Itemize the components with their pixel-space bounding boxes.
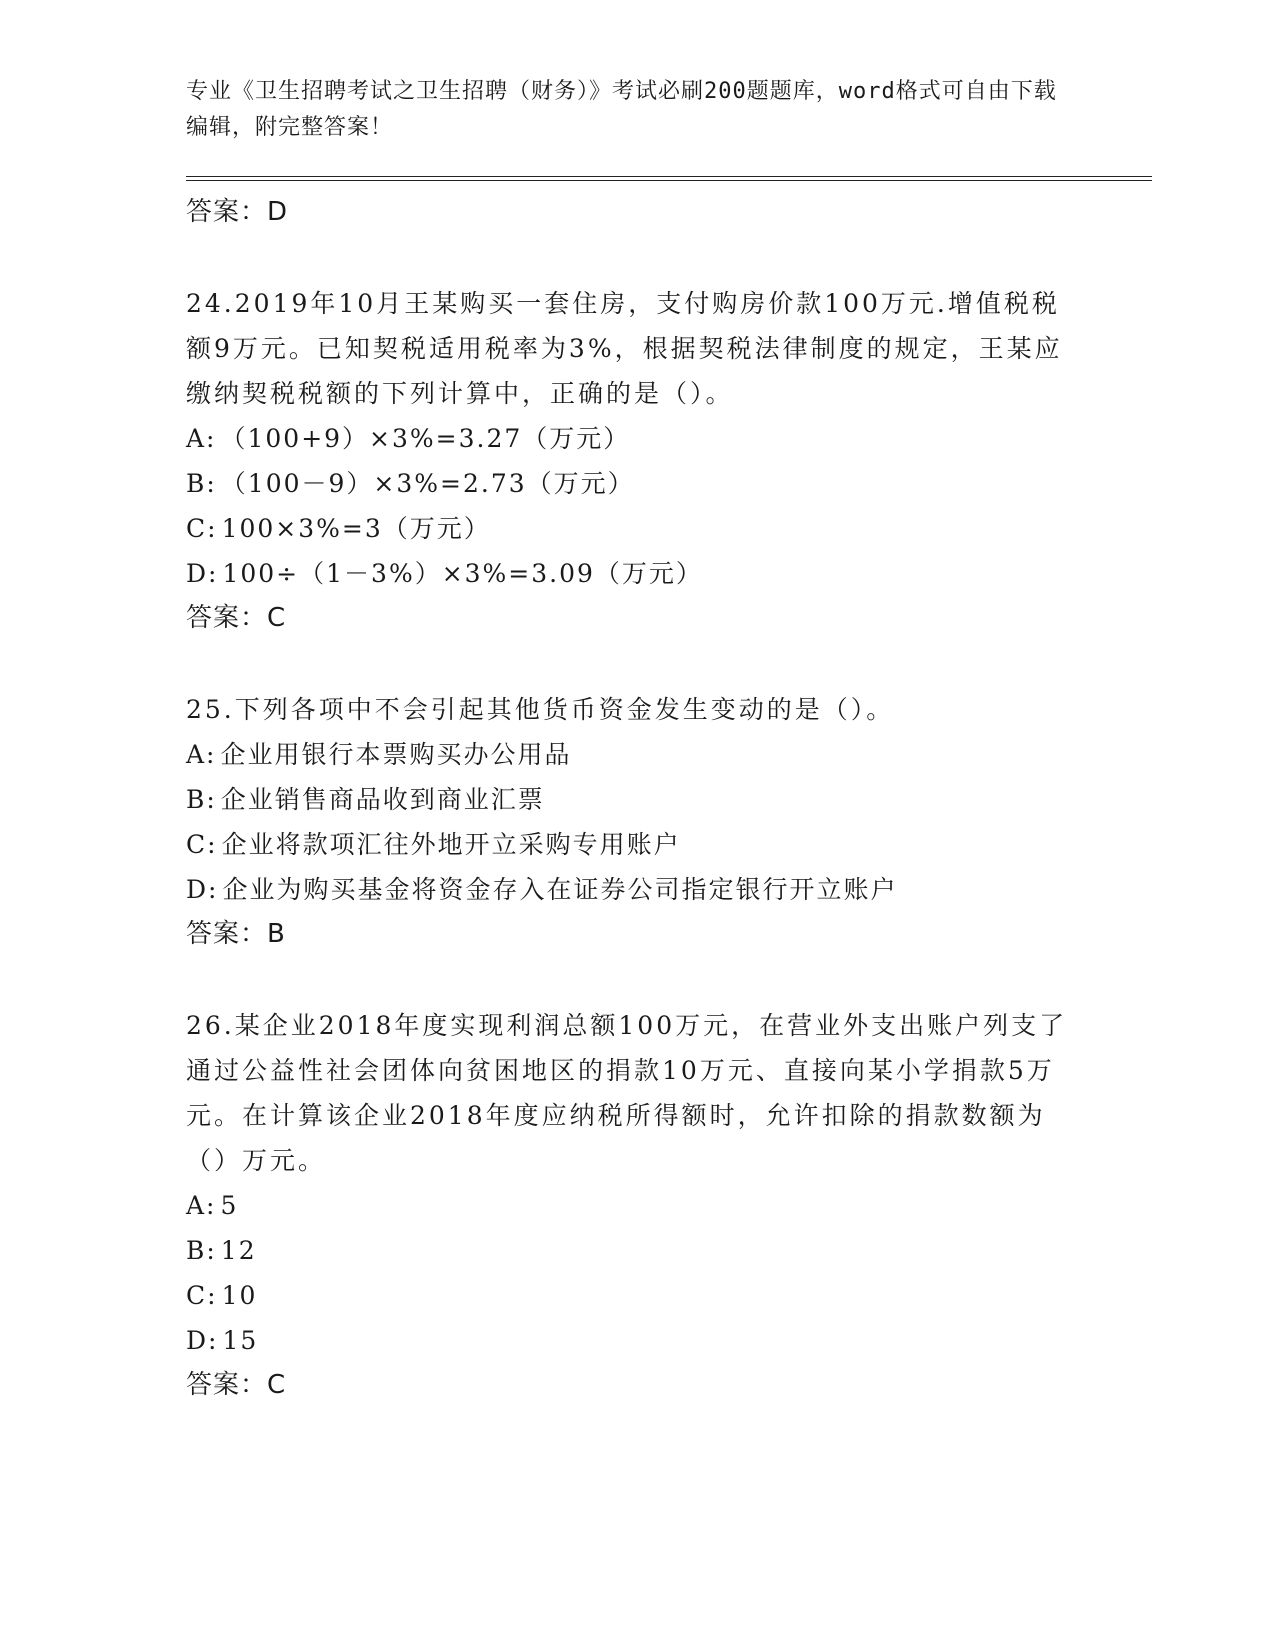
option-a bbox=[186, 416, 1086, 461]
question-block-24 bbox=[186, 281, 1086, 641]
option-text: 10 bbox=[221, 1281, 258, 1310]
answer-line: 答案：B bbox=[186, 919, 286, 949]
option-text: 企业用银行本票购买办公用品 bbox=[220, 740, 572, 769]
option-key: C: bbox=[186, 514, 218, 543]
option-c bbox=[186, 1273, 1086, 1318]
option-text: 企业将款项汇往外地开立采购专用账户 bbox=[221, 830, 681, 859]
option-key: D: bbox=[186, 875, 219, 904]
option-key: B: bbox=[186, 469, 217, 498]
option-a bbox=[186, 732, 1086, 777]
answer-line: 答案：C bbox=[186, 603, 287, 633]
option-key: C: bbox=[186, 1281, 218, 1310]
option-text: 100×3%=3（万元） bbox=[221, 514, 491, 543]
option-key: D: bbox=[186, 559, 219, 588]
question-text: 24.2019年10月王某购买一套住房，支付购房价款100万元.增值税税额9万元。已知契税适用税率为3%，根据契税法律制度的规定，王某应缴纳契税税额的下列计算中，正确的是（）。 bbox=[186, 289, 1063, 408]
option-b bbox=[186, 461, 1086, 506]
option-key: B: bbox=[186, 1236, 217, 1265]
option-text: （100+9）×3%=3.27（万元） bbox=[220, 424, 631, 453]
document-body bbox=[186, 190, 1086, 1408]
option-a bbox=[186, 1183, 1086, 1228]
option-b bbox=[186, 777, 1086, 822]
option-c bbox=[186, 506, 1086, 551]
option-key: C: bbox=[186, 830, 218, 859]
option-text: 100÷（1－3%）×3%=3.09（万元） bbox=[222, 559, 703, 588]
page-header: 专业《卫生招聘考试之卫生招聘（财务）》考试必刷200题题库，word格式可自由下载编辑，附完整答案！ bbox=[186, 79, 1057, 140]
option-d bbox=[186, 551, 1086, 596]
option-text: 15 bbox=[222, 1326, 259, 1355]
option-text: 企业为购买基金将资金存入在证券公司指定银行开立账户 bbox=[222, 875, 898, 904]
option-key: A: bbox=[186, 424, 217, 453]
option-text: （100－9）×3%=2.73（万元） bbox=[220, 469, 635, 498]
option-d bbox=[186, 867, 1086, 912]
question-block-25 bbox=[186, 687, 1086, 957]
question-block-26 bbox=[186, 1003, 1086, 1408]
option-key: D: bbox=[186, 1326, 219, 1355]
option-d bbox=[186, 1318, 1086, 1363]
option-key: B: bbox=[186, 785, 217, 814]
answer-line: 答案：D bbox=[186, 197, 289, 227]
option-key: A: bbox=[186, 1191, 217, 1220]
option-text: 12 bbox=[220, 1236, 257, 1265]
option-key: A: bbox=[186, 740, 217, 769]
option-b bbox=[186, 1228, 1086, 1273]
option-text: 5 bbox=[220, 1191, 239, 1220]
question-text: 25.下列各项中不会引起其他货币资金发生变动的是（）。 bbox=[186, 695, 895, 724]
option-c bbox=[186, 822, 1086, 867]
option-text: 企业销售商品收到商业汇票 bbox=[220, 785, 545, 814]
question-text: 26.某企业2018年度实现利润总额100万元，在营业外支出账户列支了通过公益性社会团体向贫困地区的捐款10万元、直接向某小学捐款5万元。在计算该企业2018年度应纳税所得额时，允许扣除的捐款数额为（）万元。 bbox=[186, 1011, 1068, 1175]
header-double-rule bbox=[186, 176, 1152, 181]
answer-line: 答案：C bbox=[186, 1370, 287, 1400]
